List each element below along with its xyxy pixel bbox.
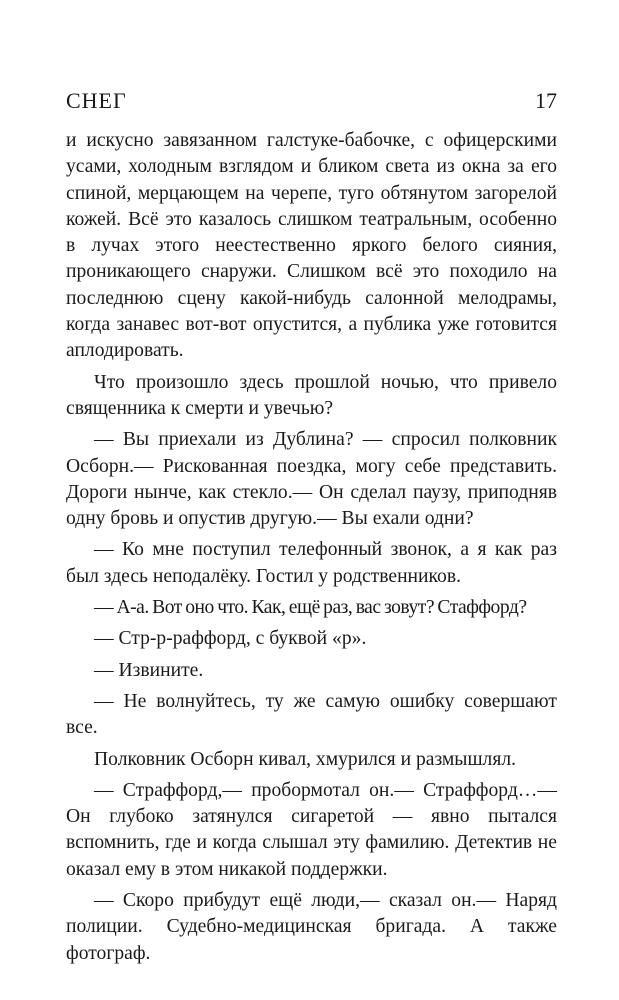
paragraph: — Ко мне поступил телефонный звонок, а я как раз был здесь неподалёку. Гостил у родственников.: [66, 539, 557, 587]
paragraph: — Скоро прибудут ещё люди,— сказал он.— Наряд полиции. Судебно-медицинская бригада. А также фотограф.: [66, 890, 557, 964]
paragraph: — Стр-р-раффорд, с буквой «р».: [94, 628, 367, 650]
page-number: 17: [535, 88, 557, 113]
body-text: [66, 128, 557, 967]
paragraph: и искусно завязанном галстуке-бабочке, с офицерскими усами, холодным взглядом и бликом света из окна за его спиной, мерцающем на черепе, туго обтянутом загорелой кожей. Всё это казалось слишком театральным, особенно в лучах этого неестественно яркого белого сияния, проникающего снаружи. Слишком всё это походило на последнюю сцену какой-нибудь салонной мелодрамы, когда занавес вот-вот опустится, а публика уже готовится аплодировать.: [66, 130, 557, 362]
paragraph: — Страффорд,— пробормотал он.— Страффорд…— Он глубоко затянулся сигаретой — явно пытался вспомнить, где и когда слышал эту фамилию. Детектив не оказал ему в этом никакой поддержки.: [66, 779, 557, 880]
paragraph: — Извините.: [94, 659, 204, 681]
paragraph: — А-а. Вот оно что. Как, ещё раз, вас зовут? Стаффорд?: [94, 597, 527, 619]
paragraph: — Вы приехали из Дублина? — спросил полковник Осборн.— Рискованная поездка, могу себе представить. Дороги нынче, как стекло.— Он сделал паузу, приподняв одну бровь и опустив другую.— Вы ехали одни?: [66, 429, 557, 530]
running-head: [66, 84, 557, 118]
paragraph: Полковник Осборн кивал, хмурился и размышлял.: [94, 748, 517, 770]
paragraph: — Не волнуйтесь, ту же самую ошибку совершают все.: [66, 690, 557, 739]
paragraph: Что произошло здесь прошлой ночью, что привело священника к смерти и увечью?: [66, 371, 557, 419]
running-title: СНЕГ: [66, 88, 127, 113]
